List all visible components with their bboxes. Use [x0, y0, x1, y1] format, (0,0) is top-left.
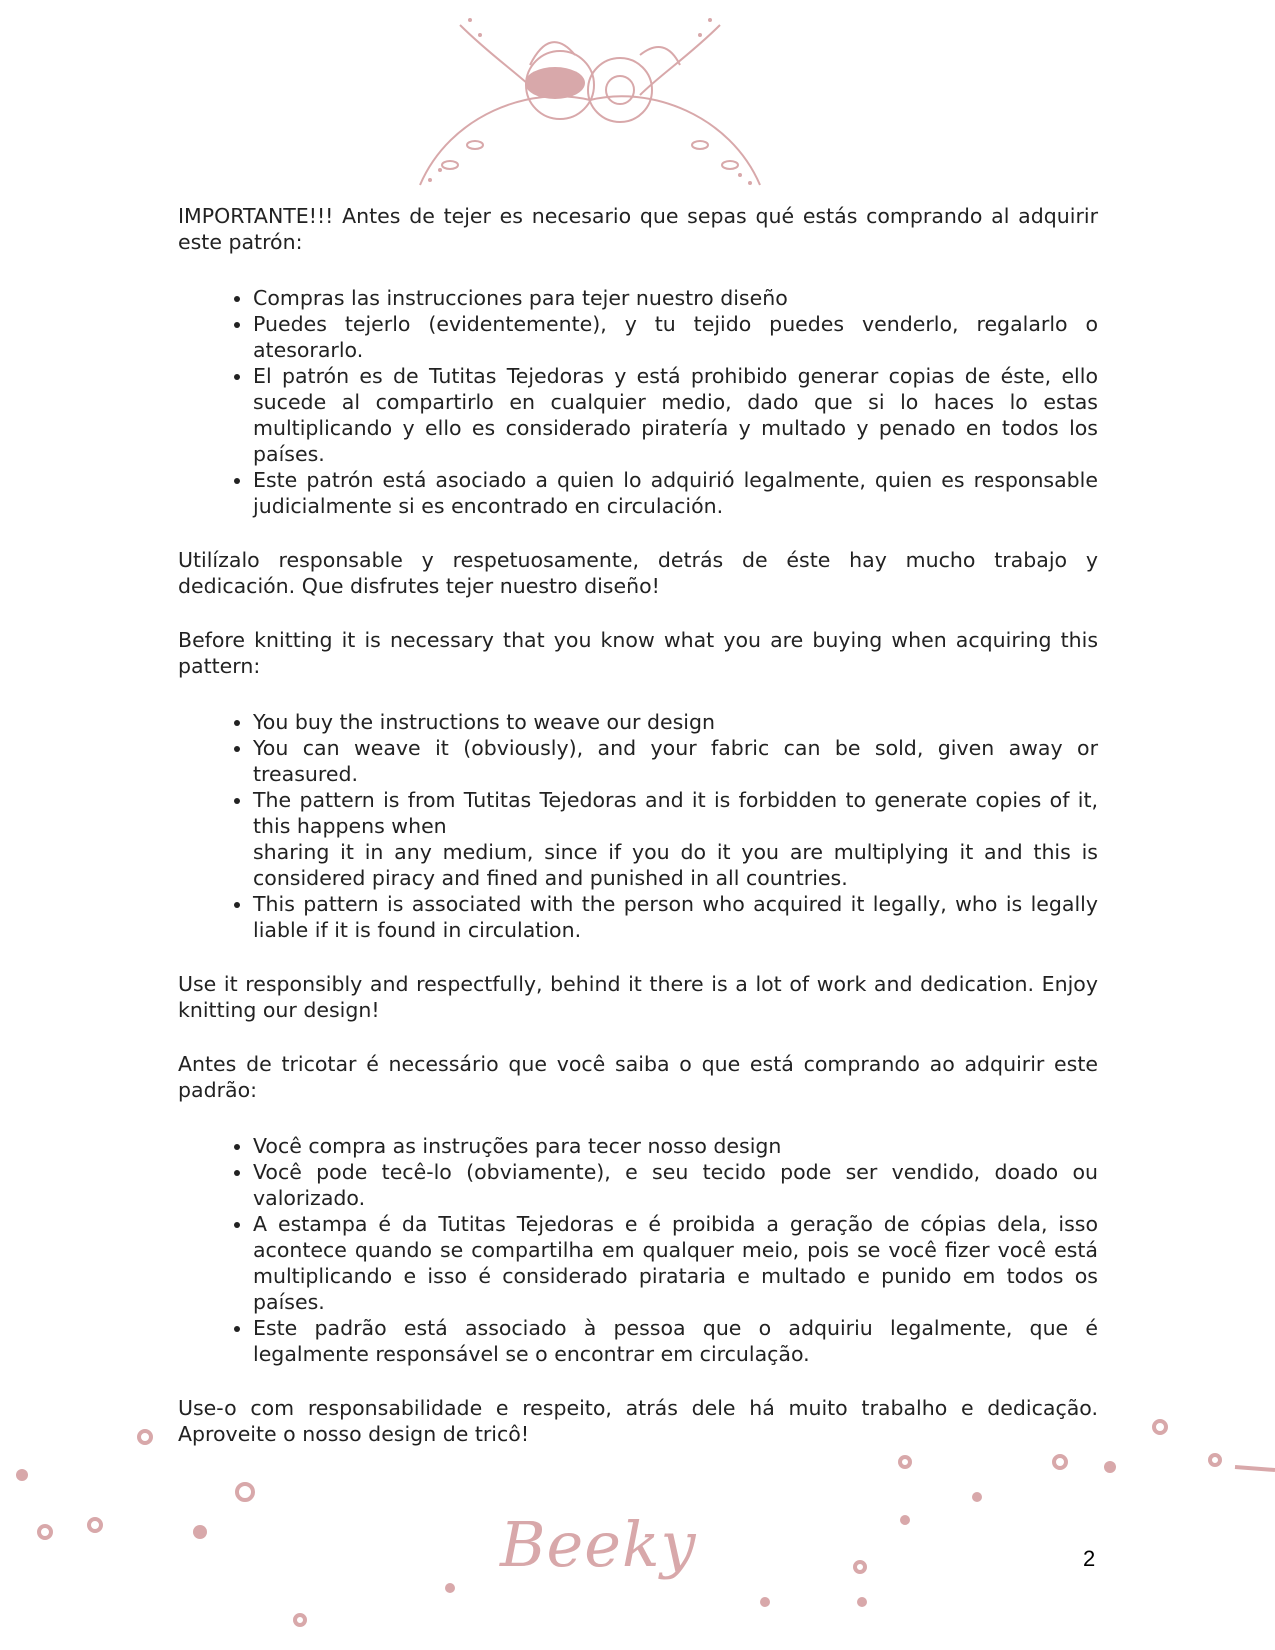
bullet-continuation: sharing it in any medium, since if you do it you are multiplying it and this is considered piracy and fined and punished in all countries. [253, 840, 1098, 890]
list-item: • El patrón es de Tutitas Tejedoras y está prohibido generar copias de éste, ello sucede al compartirlo en cualquier medio, dado que si lo haces lo estas multiplicando y ello es considerado piratería y multado y penado en todos los países. [253, 363, 1098, 467]
spanish-closing: Utilízalo responsable y respetuosamente, detrás de éste hay mucho trabajo y dedicación. Que disfrutes tejer nuestro diseño! [178, 548, 1098, 598]
page-number: 2 [1083, 1546, 1096, 1571]
list-item: • Compras las instrucciones para tejer nuestro diseño [253, 285, 1098, 311]
document-body [178, 203, 1098, 1447]
list-item: • Este padrão está associado à pessoa que o adquiriu legalmente, que é legalmente responsável se o encontrar em circulação. [253, 1315, 1098, 1367]
spanish-bullet-list [178, 285, 1098, 519]
list-item: • A estampa é da Tutitas Tejedoras e é proibida a geração de cópias dela, isso acontece quando se compartilha em qualquer meio, pois se você fizer você está multiplicando e isso é considerado pirataria e multado e punido em todos os países. [253, 1211, 1098, 1315]
list-item: • Você pode tecê-lo (obviamente), e seu tecido pode ser vendido, doado ou valorizado. [253, 1159, 1098, 1211]
list-item: • Puedes tejerlo (evidentemente), y tu tejido puedes venderlo, regalarlo o atesorarlo. [253, 311, 1098, 363]
portuguese-section [178, 1051, 1098, 1447]
portuguese-closing: Use-o com responsabilidade e respeito, atrás dele há muito trabalho e dedicação. Aproveite o nosso design de tricô! [178, 1396, 1098, 1446]
floral-wreath-icon [380, 5, 800, 195]
english-bullet-list [178, 709, 1098, 943]
brand-logo: Beeky [500, 1508, 697, 1581]
portuguese-bullet-list [178, 1133, 1098, 1367]
list-item: • Este patrón está asociado a quien lo adquirió legalmente, quien es responsable judicialmente si es encontrado en circulación. [253, 467, 1098, 519]
spanish-section [178, 203, 1098, 599]
bullet-text: The pattern is from Tutitas Tejedoras and it is forbidden to generate copies of it, this happens when [253, 788, 1098, 838]
spanish-intro: IMPORTANTE!!! Antes de tejer es necesario que sepas qué estás comprando al adquirir este patrón: [178, 204, 1098, 254]
portuguese-intro: Antes de tricotar é necessário que você saiba o que está comprando ao adquirir este padrão: [178, 1052, 1098, 1102]
english-closing: Use it responsibly and respectfully, behind it there is a lot of work and dedication. Enjoy knitting our design! [178, 972, 1098, 1022]
list-item [253, 787, 1098, 891]
list-item: • Você compra as instruções para tecer nosso design [253, 1133, 1098, 1159]
list-item: • This pattern is associated with the person who acquired it legally, who is legally liable if it is found in circulation. [253, 891, 1098, 943]
list-item: • You buy the instructions to weave our design [253, 709, 1098, 735]
english-section [178, 627, 1098, 1023]
english-intro: Before knitting it is necessary that you know what you are buying when acquiring this pattern: [178, 628, 1098, 678]
list-item: • You can weave it (obviously), and your fabric can be sold, given away or treasured. [253, 735, 1098, 787]
